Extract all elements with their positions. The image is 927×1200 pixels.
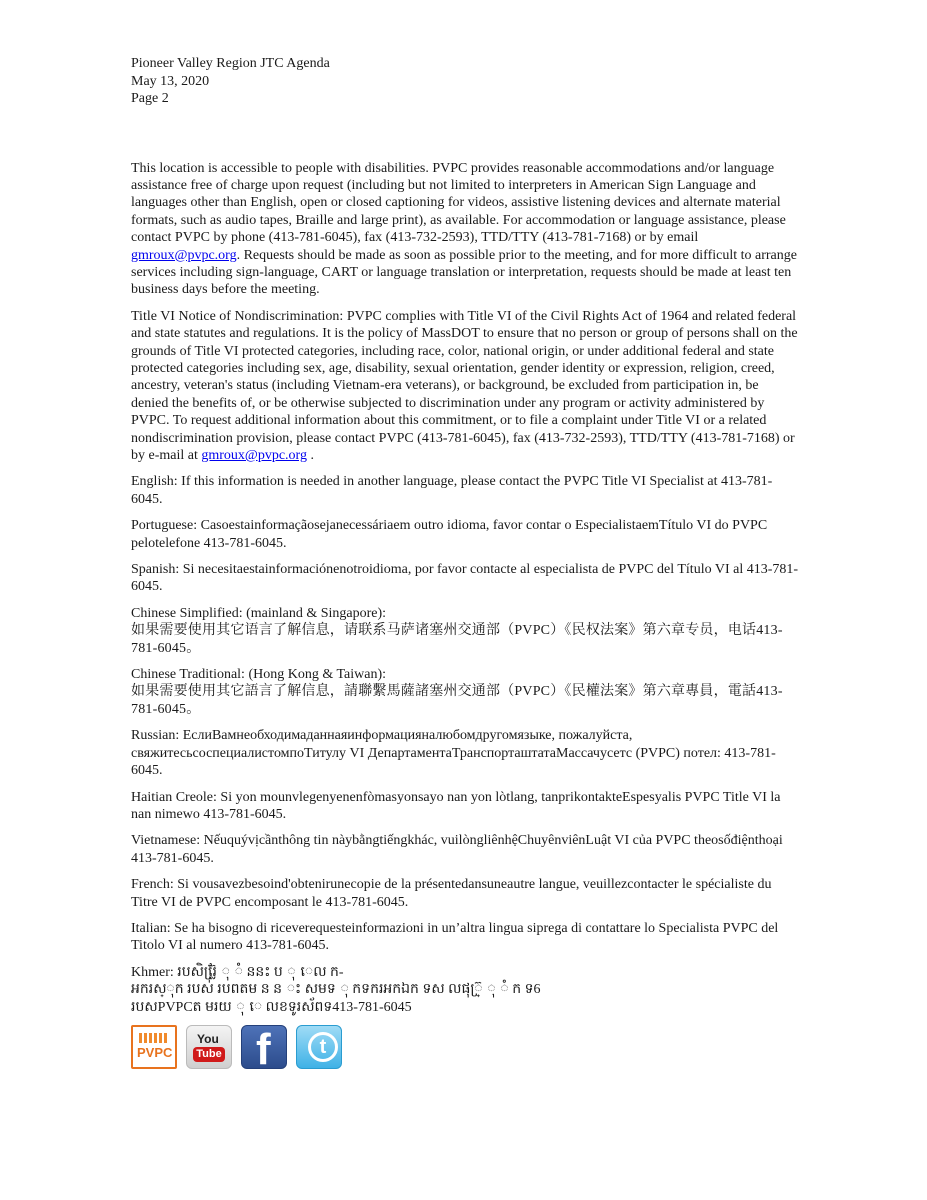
social-icons (131, 1024, 799, 1074)
accessibility-text-end: . Requests should be made as soon as possible prior to the meeting, and for more difficult to arrange services including sign-language, CART or language translation or interpretation, requests should be made at least ten business days before the meeting. (131, 247, 797, 298)
email-link[interactable]: gmroux@pvpc.org (131, 247, 237, 263)
email-link[interactable]: gmroux@pvpc.org (201, 448, 307, 463)
facebook-icon-glyph: f (256, 1024, 271, 1074)
khmer-notice (131, 964, 799, 1016)
pvpc-logo-bars (139, 1033, 169, 1043)
vietnamese-notice: Vietnamese: Nếuquývịcầnthông tin nàybằngtiếngkhác, vuilòngliênhệChuyênviênLuật VI của PVPC theosốđiệnthoại 413-781-6045. (131, 833, 783, 866)
header-date: May 13, 2020 (131, 73, 210, 89)
accessibility-text: This location is accessible to people with disabilities. PVPC provides reasonable accommodations and/or language assistance free of charge upon request (including but not limited to interpreters in American Sign Language and languages other than English, open or closed captioning for videos, assistive listening devices and alternate material formats, such as audio tapes, Braille and large print), as available. For accommodation or language assistance, please contact PVPC by phone (413-781-6045), fax (413-732-2593), TTD/TTY (413-781-7168) or by email (131, 160, 786, 246)
khmer-line: របសPVPCត មរយ ុ េ លខទូរស័ពទ413-781-6045 (131, 999, 412, 1015)
khmer-line: អករស្ុក របស់ របពតម ន ន ះ សមទ ុ កទករអកឯក ទស លផុ៊្រ្ ុ ំ ក ទ6 (131, 982, 541, 998)
document-page (131, 55, 799, 1074)
chinese-simplified-text: 如果需要使用其它语言了解信息，请联系马萨诸塞州交通部（PVPC）《民权法案》第六章专员，电话413-781-6045。 (131, 623, 783, 656)
youtube-icon[interactable] (186, 1025, 232, 1069)
khmer-line: Khmer: របសិរ្ល៊ែ្រ ុ ំ ននះ ប ុ េល ក- (131, 964, 344, 980)
english-notice: English: If this information is needed in another language, please contact the PVPC Title VI Specialist at 413-781-6045. (131, 474, 773, 507)
title-vi-text: Title VI Notice of Nondiscrimination: PVPC complies with Title VI of the Civil Rights Act of 1964 and related federal and state statutes and regulations. It is the policy of MassDOT to ensure that no person or group of persons shall on the grounds of Title VI protected categories, including race, color, national origin, or under additional federal and state protected categories including sex, age, disability, sexual orientation, gender identity or expression, religion, creed, ancestry, veteran's status (including Vietnam-era veterans), or background, be excluded from participation in, be denied the benefits of, or be otherwise subjected to discrimination under any program or activity administered by PVPC. To request additional information about this commitment, or to file a complaint under Title VI or a related nondiscrimination provision, please contact PVPC (413-781-6045), fax (413-732-2593), TTD/TTY (413-781-7168) or by e-mail at (131, 308, 798, 463)
accessibility-paragraph (131, 160, 799, 299)
youtube-icon-you: You (197, 1031, 219, 1046)
portuguese-notice: Portuguese: Casoestainformaçãosejanecessáriaem outro idioma, favor contar o EspecialistaemTítulo VI do PVPC pelotelefone 413-781-6045. (131, 518, 768, 551)
chinese-simplified-notice (131, 605, 799, 657)
french-notice: French: Si vousavezbesoind'obtenirunecopie de la présentedansuneautre langue, veuillezcontacter le spécialiste du Titre VI de PVPC encomposant le 413-781-6045. (131, 877, 772, 910)
pvpc-logo-text: PVPC (137, 1044, 173, 1060)
chinese-traditional-notice (131, 666, 799, 718)
pvpc-logo-icon[interactable] (131, 1025, 177, 1069)
spanish-notice: Spanish: Si necesitaestainformaciónenotroidioma, por favor contacte al especialista de PVPC del Título VI al 413-781-6045. (131, 562, 799, 595)
header-page-number: Page 2 (131, 91, 169, 106)
chinese-simplified-label: Chinese Simplified: (mainland & Singapore): (131, 605, 387, 621)
chinese-traditional-text: 如果需要使用其它語言了解信息，請聯繫馬薩諸塞州交通部（PVPC）《民權法案》第六章專員，電話413-781-6045。 (131, 684, 783, 717)
chinese-traditional-label: Chinese Traditional: (Hong Kong & Taiwan): (131, 667, 387, 683)
page-header (131, 55, 799, 108)
italian-notice: Italian: Se ha bisogno di riceverequesteinformazioni in un’altra lingua siprega di contattare lo Specialista PVPC del Titolo VI al numero 413-781-6045. (131, 920, 779, 954)
haitian-creole-notice: Haitian Creole: Si yon mounvlegenyenenfòmasyonsayo nan yon lòtlang, tanprikontakteEspesyalis PVPC Title VI la nan nimewo 413-781-6045. (131, 789, 781, 822)
title-vi-paragraph (131, 308, 799, 465)
russian-notice: Russian: ЕслиВамнеобходимаданнаяинформацияналюбомдругомязыке, пожалуйста, свяжитесьсоспециалистомпоТитулу VI ДепартаментаТранспорташтатаМассачусетс (PVPC) потел: 413-781-6045. (131, 728, 776, 779)
facebook-icon[interactable] (241, 1024, 287, 1074)
youtube-icon-tube: Tube (193, 1047, 225, 1062)
twitter-icon[interactable] (296, 1025, 342, 1069)
header-title: Pioneer Valley Region JTC Agenda (131, 56, 330, 71)
title-vi-text-end: . (306, 448, 314, 463)
twitter-icon-glyph: t (308, 1032, 338, 1062)
